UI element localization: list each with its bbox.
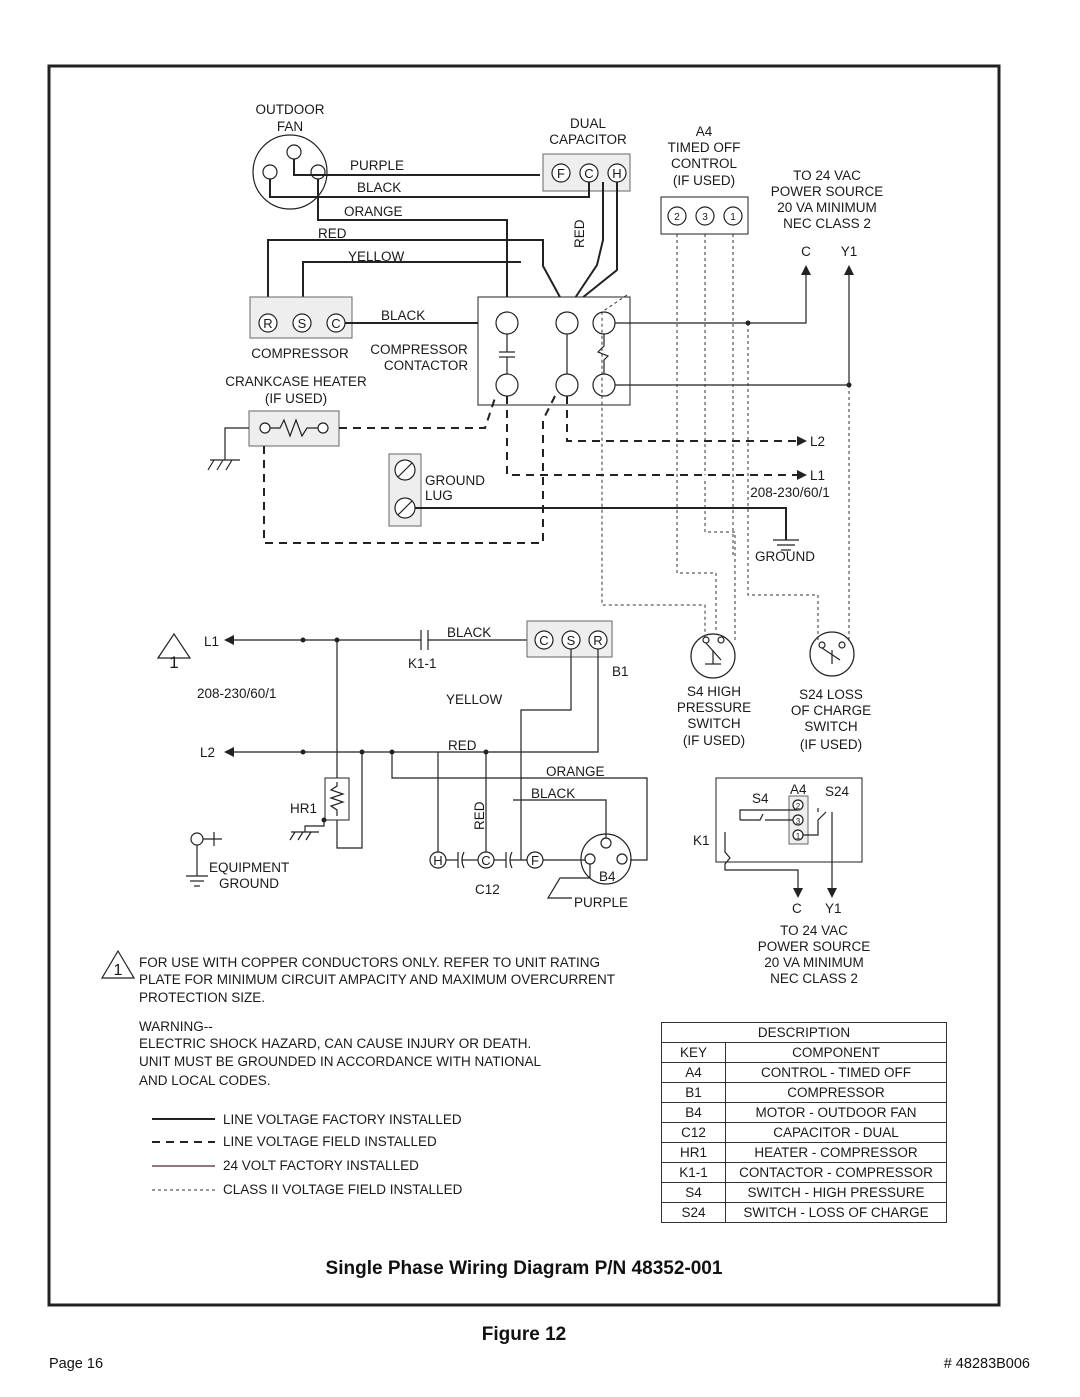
orange-wire <box>318 179 507 312</box>
timed-off-label: TIMED OFF <box>667 140 741 155</box>
warning-line-3: AND LOCAL CODES. <box>139 1073 271 1088</box>
compressor-black-label: BLACK <box>381 308 426 323</box>
component-cell: MOTOR - OUTDOOR FAN <box>726 1103 947 1123</box>
cap-terminal-h: H <box>612 166 622 181</box>
component-cell: CAPACITOR - DUAL <box>726 1123 947 1143</box>
crankcase-label-1: CRANKCASE HEATER <box>225 374 367 389</box>
key-cell: A4 <box>662 1063 726 1083</box>
control-c: C <box>792 901 802 916</box>
note-line-1: FOR USE WITH COPPER CONDUCTORS ONLY. REFER TO UNIT RATING <box>139 955 601 970</box>
key-cell: B1 <box>662 1083 726 1103</box>
key-cell: K1-1 <box>662 1163 726 1183</box>
key-cell: C12 <box>662 1123 726 1143</box>
table-row <box>662 1143 947 1163</box>
key-cell: S24 <box>662 1203 726 1223</box>
component-cell: COMPRESSOR <box>726 1083 947 1103</box>
page-number: Page 16 <box>49 1356 104 1372</box>
control-a4: A4 <box>790 782 807 797</box>
s24-label-1: S24 LOSS <box>799 687 863 702</box>
dual-capacitor-label-2: CAPACITOR <box>549 132 627 147</box>
schematic-note-number: 1 <box>169 653 179 672</box>
legend-24v: 24 VOLT FACTORY INSTALLED <box>223 1158 419 1173</box>
a4-label: A4 <box>695 124 713 139</box>
document-number: # 48283B006 <box>943 1356 1030 1372</box>
compressor-label: COMPRESSOR <box>251 346 349 361</box>
legend-factory: LINE VOLTAGE FACTORY INSTALLED <box>223 1112 462 1127</box>
purple-wire <box>294 159 540 175</box>
equip-ground-2: GROUND <box>219 876 279 891</box>
key-table <box>661 1022 947 1223</box>
key-cell: B4 <box>662 1103 726 1123</box>
black-wire-label: BLACK <box>357 180 402 195</box>
cap-terminal-f: F <box>557 166 565 181</box>
component-cell: CONTROL - TIMED OFF <box>726 1063 947 1083</box>
power-source-bottom-2: POWER SOURCE <box>757 939 871 954</box>
schematic-purple: PURPLE <box>574 895 629 910</box>
diagram-title: Single Phase Wiring Diagram P/N 48352-001 <box>325 1258 723 1279</box>
power-source-top-3: 20 VA MINIMUM <box>777 200 877 215</box>
s4-high-pressure-switch <box>691 634 735 678</box>
ground-label: GROUND <box>755 549 815 564</box>
s4-label-3: SWITCH <box>687 716 741 731</box>
b1-terminal-c: C <box>539 633 549 648</box>
schematic-yellow: YELLOW <box>446 692 503 707</box>
s24-label-4: (IF USED) <box>799 737 863 752</box>
contactor-label-2: CONTACTOR <box>383 358 469 373</box>
note-line-2: PLATE FOR MINIMUM CIRCUIT AMPACITY AND MAXIMUM OVERCURRENT <box>139 972 616 987</box>
c12-terminal-h: H <box>433 853 443 868</box>
power-l1-label: L1 <box>810 468 826 483</box>
table-row <box>662 1063 947 1083</box>
contactor-label-1: COMPRESSOR <box>370 342 468 357</box>
table-row <box>662 1083 947 1103</box>
b1-label: B1 <box>612 664 629 679</box>
power-source-bottom-4: NEC CLASS 2 <box>770 971 858 986</box>
component-header: COMPONENT <box>726 1043 947 1063</box>
note-line-3: PROTECTION SIZE. <box>139 990 266 1005</box>
schematic-orange: ORANGE <box>546 764 605 779</box>
a4-terminal-3: 3 <box>702 212 708 223</box>
s4-label-1: S4 HIGH <box>686 684 742 699</box>
key-cell: HR1 <box>662 1143 726 1163</box>
table-row <box>662 1203 947 1223</box>
schematic-black: BLACK <box>447 625 492 640</box>
a4-small-terminal-2: 2 <box>795 802 801 811</box>
power-c-label: C <box>801 244 811 259</box>
power-source-top-4: NEC CLASS 2 <box>783 216 871 231</box>
c12-label: C12 <box>475 882 500 897</box>
component-cell: SWITCH - HIGH PRESSURE <box>726 1183 947 1203</box>
hr1-label: HR1 <box>290 801 318 816</box>
control-s24: S24 <box>825 784 850 799</box>
if-used-label: (IF USED) <box>672 173 736 188</box>
orange-wire-label: ORANGE <box>344 204 403 219</box>
purple-wire-label: PURPLE <box>350 158 405 173</box>
cap-terminal-c: C <box>584 166 594 181</box>
power-spec-label: 208-230/60/1 <box>750 485 830 500</box>
b1-terminal-r: R <box>593 633 603 648</box>
red-wire-label: RED <box>318 226 347 241</box>
a4-small-terminal-3: 3 <box>795 817 801 826</box>
ground-lug-label-1: GROUND <box>425 473 485 488</box>
ground-lug-label-2: LUG <box>425 488 453 503</box>
power-source-bottom-1: TO 24 VAC <box>780 923 848 938</box>
s24-loss-of-charge-switch <box>810 632 854 676</box>
schematic-red: RED <box>448 738 477 753</box>
power-l2-label: L2 <box>810 434 826 449</box>
schematic-black2: BLACK <box>531 786 576 801</box>
key-header: KEY <box>662 1043 726 1063</box>
power-y1-label: Y1 <box>840 244 858 259</box>
a4-terminal-1: 1 <box>730 212 736 223</box>
yellow-wire-label: YELLOW <box>348 249 405 264</box>
power-source-top-2: POWER SOURCE <box>770 184 884 199</box>
table-row <box>662 1163 947 1183</box>
warning-line-1: ELECTRIC SHOCK HAZARD, CAN CAUSE INJURY OR DEATH. <box>139 1036 532 1051</box>
key-table-title: DESCRIPTION <box>662 1023 947 1043</box>
warning-line-2: UNIT MUST BE GROUNDED IN ACCORDANCE WITH NATIONAL <box>139 1054 542 1069</box>
schematic-l1: L1 <box>204 634 220 649</box>
component-cell: HEATER - COMPRESSOR <box>726 1143 947 1163</box>
schematic-red-vertical: RED <box>472 801 487 830</box>
b4-label: B4 <box>599 869 616 884</box>
key-cell: S4 <box>662 1183 726 1203</box>
control-y1: Y1 <box>825 901 842 916</box>
table-row <box>662 1183 947 1203</box>
outdoor-fan-label-1: OUTDOOR <box>255 102 325 117</box>
figure-label: Figure 12 <box>481 1324 567 1345</box>
outdoor-fan-label-2: FAN <box>276 119 304 134</box>
component-cell: CONTACTOR - COMPRESSOR <box>726 1163 947 1183</box>
legend-class2: CLASS II VOLTAGE FIELD INSTALLED <box>223 1182 463 1197</box>
a4-small-terminal-1: 1 <box>795 832 801 841</box>
power-source-top-1: TO 24 VAC <box>793 168 861 183</box>
crankcase-label-2: (IF USED) <box>264 391 328 406</box>
s24-label-2: OF CHARGE <box>790 703 872 718</box>
note-number: 1 <box>113 962 123 979</box>
equip-ground-1: EQUIPMENT <box>209 860 290 875</box>
dual-capacitor-label-1: DUAL <box>569 116 607 131</box>
a4-terminal-2: 2 <box>674 212 680 223</box>
table-row <box>662 1103 947 1123</box>
s4-label-2: PRESSURE <box>676 700 752 715</box>
comp-terminal-c: C <box>331 316 341 331</box>
c12-terminal-f: F <box>531 853 539 868</box>
control-s4: S4 <box>752 791 769 806</box>
control-label: CONTROL <box>670 156 738 171</box>
power-source-bottom-3: 20 VA MINIMUM <box>764 955 864 970</box>
b1-terminal-s: S <box>566 633 576 648</box>
table-row <box>662 1123 947 1143</box>
s4-label-4: (IF USED) <box>682 733 746 748</box>
schematic-k1-1: K1-1 <box>408 656 437 671</box>
legend-field: LINE VOLTAGE FIELD INSTALLED <box>223 1134 437 1149</box>
s24-label-3: SWITCH <box>804 719 858 734</box>
c12-terminal-c: C <box>481 853 491 868</box>
schematic-l2: L2 <box>200 745 216 760</box>
comp-terminal-r: R <box>263 316 273 331</box>
comp-terminal-s: S <box>297 316 307 331</box>
control-k1: K1 <box>693 833 710 848</box>
red-vertical-label: RED <box>572 219 587 248</box>
warning-title: WARNING-- <box>139 1019 213 1034</box>
component-cell: SWITCH - LOSS OF CHARGE <box>726 1203 947 1223</box>
schematic-spec: 208-230/60/1 <box>197 686 277 701</box>
